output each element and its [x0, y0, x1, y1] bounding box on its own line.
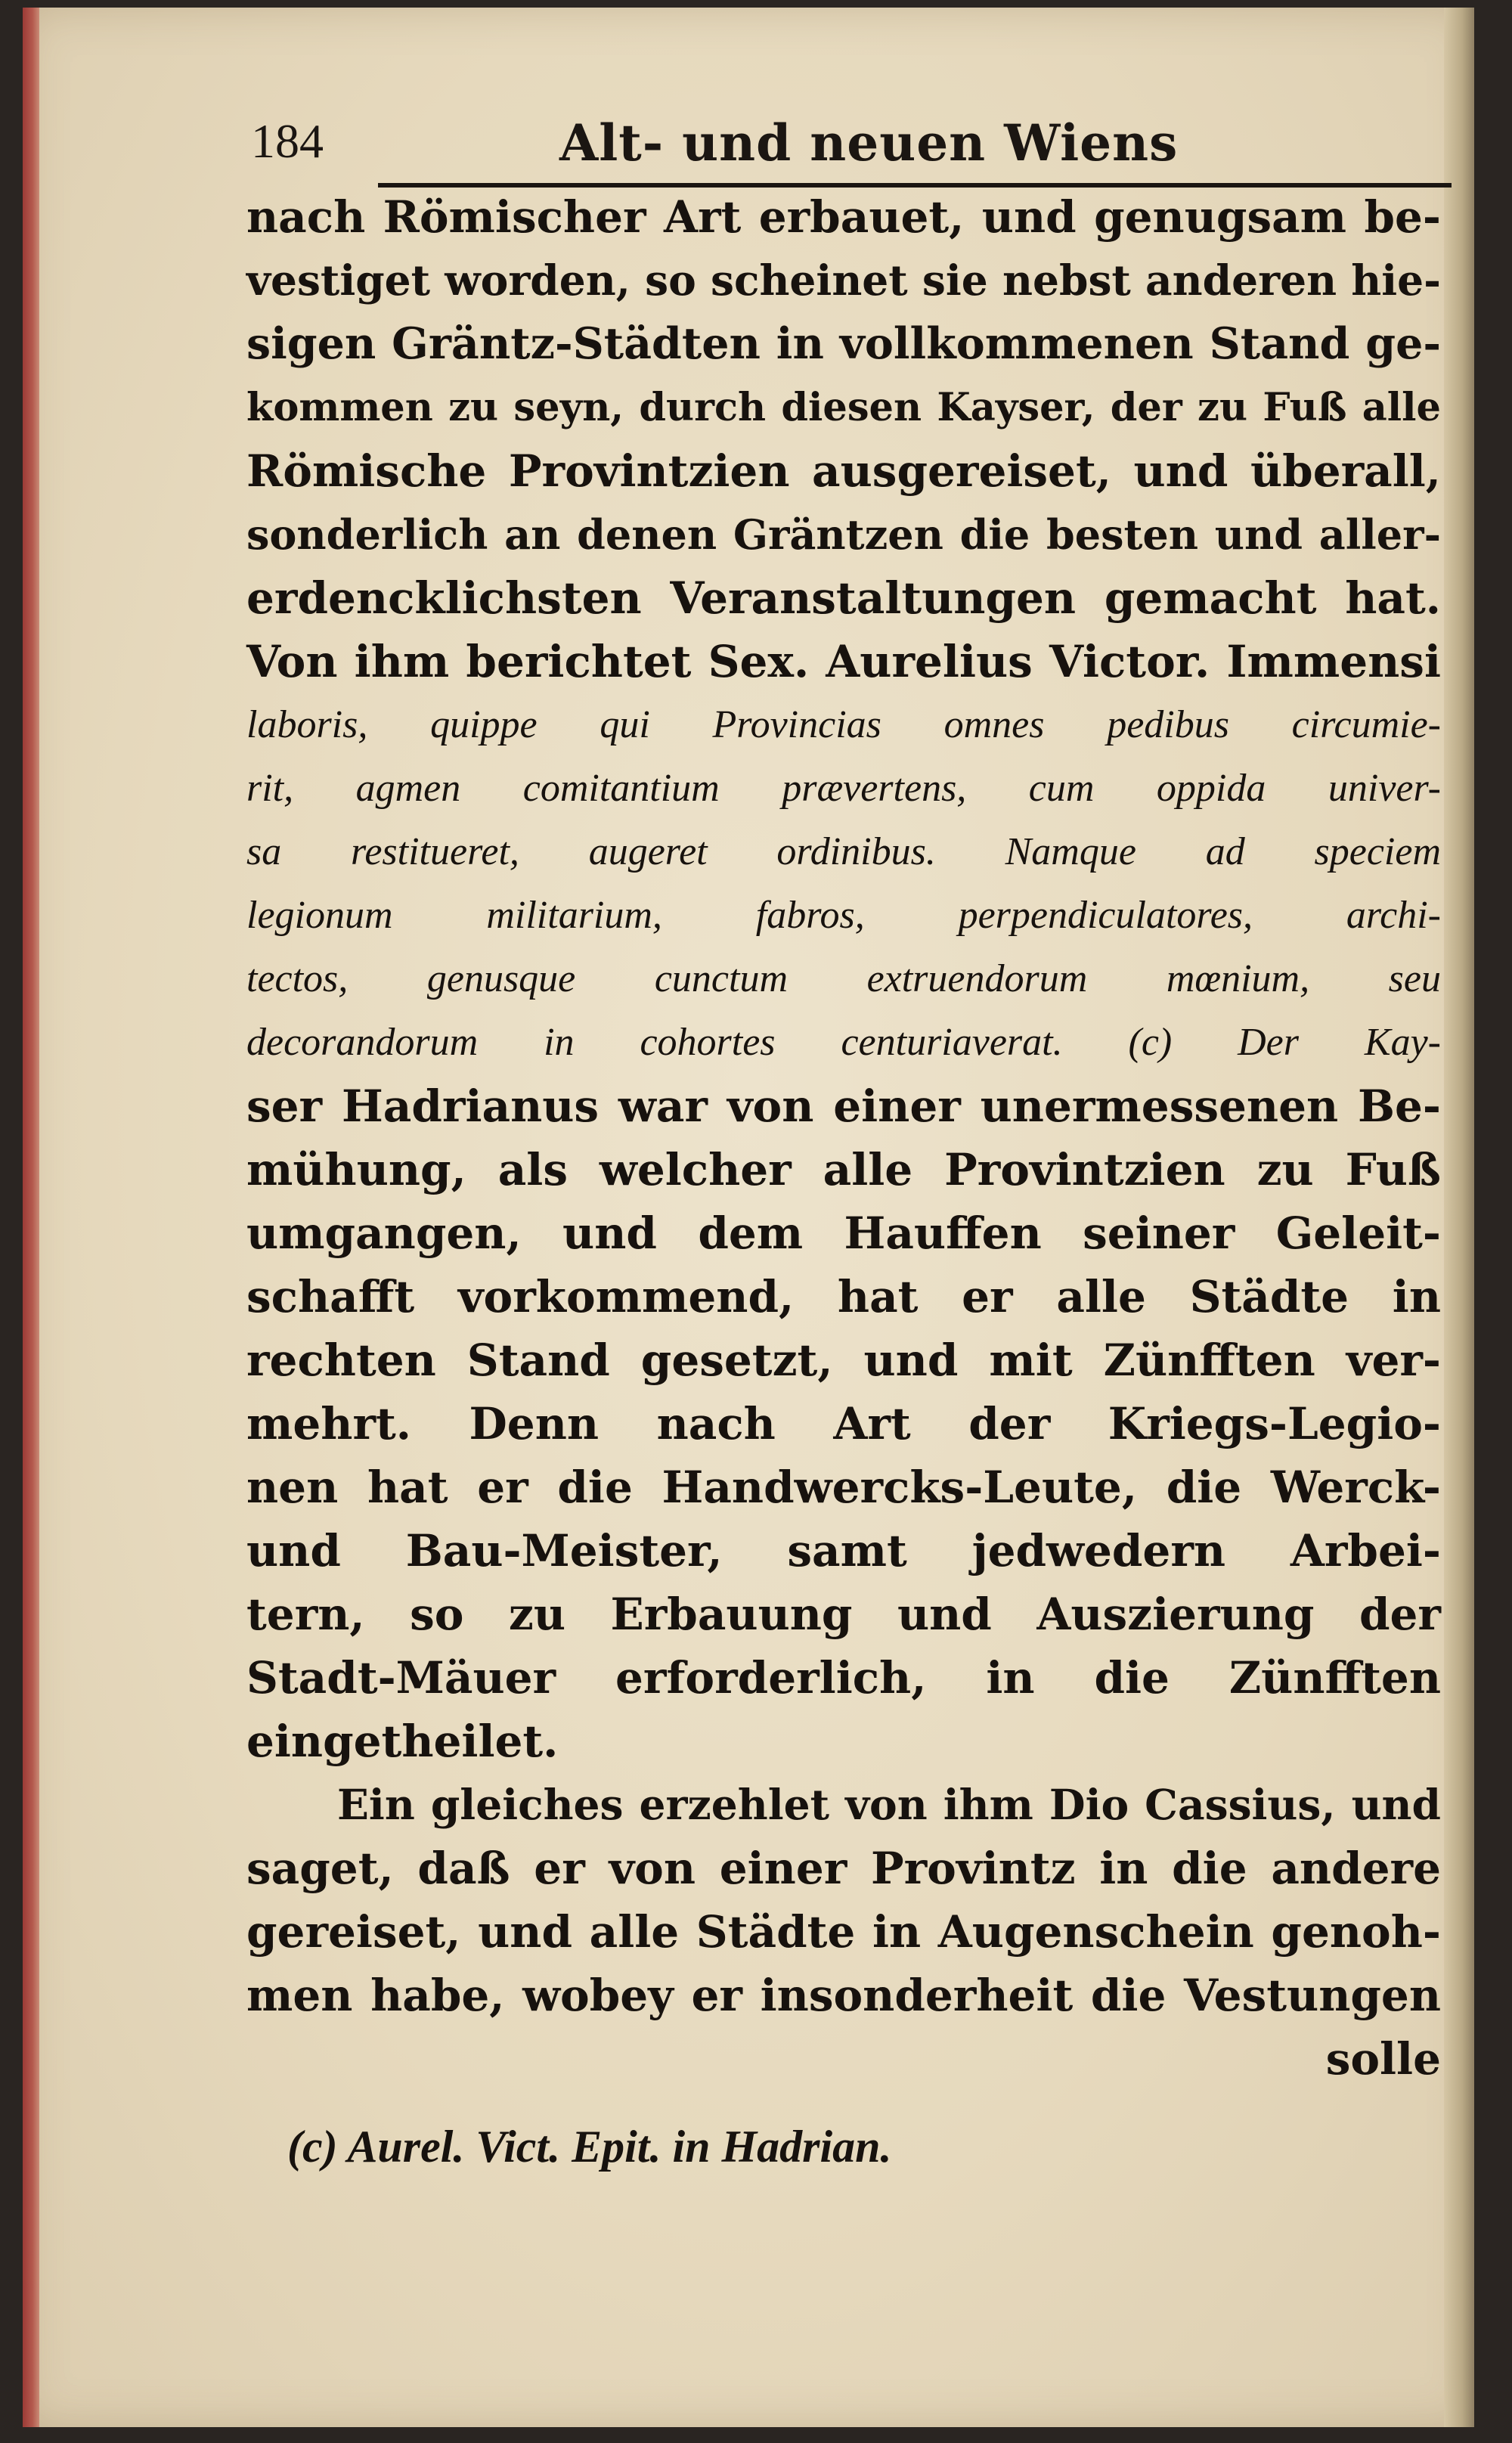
text-line: mehrt. Denn nach Art der Kriegs-Legio-	[246, 1398, 1441, 1449]
catchword: solle	[1325, 2033, 1441, 2085]
text-line: und Bau-Meister, samt jedwedern Arbei-	[246, 1525, 1441, 1576]
running-head: Alt- und neuen Wiens	[559, 113, 1179, 172]
text-line: eingetheilet.	[246, 1716, 559, 1767]
page-header	[234, 113, 1444, 189]
text-line: erdencklichsten Veranstaltungen gemacht hat.	[246, 572, 1441, 624]
text-line: kommen zu seyn, durch diesen Kayser, der zu Fuß alle	[246, 385, 1441, 430]
text-line: umgangen, und dem Hauffen seiner Geleit-	[246, 1208, 1441, 1259]
page-edge-left	[23, 8, 39, 2427]
latin-quote-line: tectos, genusque cunctum extruendorum mœnium, seu	[246, 957, 1441, 1000]
text-line: sigen Gräntz-Städten in vollkommenen Stand ge-	[246, 318, 1441, 369]
book-page	[23, 8, 1474, 2427]
latin-quote-line: decorandorum in cohortes centuriaverat. (c) Der Kay-	[246, 1021, 1441, 1064]
footnote: (c) Aurel. Vict. Epit. in Hadrian.	[287, 2122, 892, 2172]
latin-quote-line: sa restitueret, augeret ordinibus. Namque ad speciem	[246, 830, 1441, 873]
text-line: rechten Stand gesetzt, und mit Zünfften ver-	[246, 1335, 1441, 1386]
text-line: vestiget worden, so scheinet sie nebst anderen hie-	[246, 256, 1441, 305]
text-line: mühung, als welcher alle Provintzien zu Fuß	[246, 1144, 1441, 1195]
paragraph-line: men habe, wobey er insonderheit die Vestungen	[246, 1970, 1441, 2021]
text-line: nen hat er die Handwercks-Leute, die Werck-	[246, 1462, 1441, 1513]
latin-quote-line: rit, agmen comitantium prævertens, cum oppida univer-	[246, 767, 1441, 810]
paragraph-line: saget, daß er von einer Provintz in die andere	[246, 1843, 1441, 1894]
text-line: nach Römischer Art erbauet, und genugsam be-	[246, 191, 1441, 243]
latin-quote-line: laboris, quippe qui Provincias omnes pedibus circumie-	[246, 703, 1441, 746]
text-line: Von ihm berichtet Sex. Aurelius Victor. Immensi	[246, 636, 1441, 687]
page-edge-right	[1444, 8, 1474, 2427]
text-line: ser Hadrianus war von einer unermessenen Be-	[246, 1080, 1441, 1132]
body-text	[246, 185, 1441, 2091]
page-number: 184	[251, 114, 324, 168]
text-line: Stadt-Mäuer erforderlich, in die Zünfften	[246, 1652, 1441, 1704]
text-line: tern, so zu Erbauung und Auszierung der	[246, 1589, 1441, 1640]
paragraph-line: Ein gleiches erzehlet von ihm Dio Cassius, und	[337, 1780, 1441, 1829]
latin-quote-line: legionum militarium, fabros, perpendiculatores, archi-	[246, 894, 1441, 937]
paragraph-line: gereiset, und alle Städte in Augenschein genoh-	[246, 1906, 1441, 1958]
text-line: sonderlich an denen Gräntzen die besten und aller-	[246, 510, 1441, 559]
text-line: schafft vorkommend, hat er alle Städte in	[246, 1271, 1441, 1322]
text-line: Römische Provintzien ausgereiset, und überall,	[246, 445, 1441, 497]
